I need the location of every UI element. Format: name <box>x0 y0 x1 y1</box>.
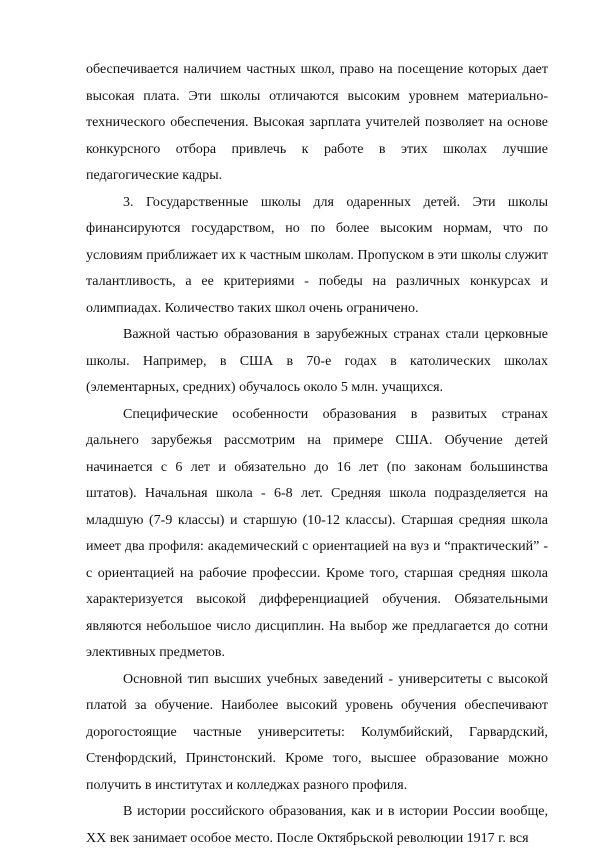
body-text <box>86 57 548 852</box>
paragraph-higher-education: Основной тип высших учебных заведений - университеты с высокой платой за обучение. Наиболее высокий уровень обучения обеспечивают дорогостоящие частные университеты: Колумбийский, Гарвардский, Стенфордский, Принстонский. Кроме того, высшее образование можно получить в институтах и колледжах разного профиля. <box>86 671 548 793</box>
paragraph-state-gifted-schools: 3. Государственные школы для одаренных детей. Эти школы финансируются государством, но по более высоким нормам, что по условиям приближает их к частным школам. Пропуском в эти школы служит талантливость, а ее критериями - победы на различных конкурсах и олимпиадах. Количество таких школ очень ограничено. <box>86 194 548 316</box>
paragraph-usa-education: Специфические особенности образования в развитых странах дальнего зарубежья рассмотрим на примере США. Обучение детей начинается с 6 лет и обязательно до 16 лет (по законам большинства штатов). Начальная школа - 6-8 лет. Средняя школа подразделяется на младшую (7-9 классы) и старшую (10-12 классы). Старшая средняя школа имеет два профиля: академический с ориентацией на вуз и “практический” - с ориентацией на рабочие профессии. Кроме того, старшая средняя школа характеризуется высокой дифференциацией обучения. Обязательными являются небольшое число дисциплин. На выбор же предлагается до сотни элективных предметов. <box>86 406 548 660</box>
paragraph-russian-education: В истории российского образования, как и в истории России вообще, XX век занимает особое место. После Октябрьской революции 1917 г. вся <box>86 804 548 846</box>
paragraph-church-schools: Важной частью образования в зарубежных странах стали церковные школы. Например, в США в 70-е годах в католических школах (элементарных, средних) обучалось около 5 млн. учащихся. <box>86 327 548 395</box>
paragraph-private-schools: обеспечивается наличием частных школ, право на посещение которых дает высокая плата. Эти школы отличаются высоким уровнем материально-технического обеспечения. Высокая зарплата учителей позволяет на основе конкурсного отбора привлечь к работе в этих школах лучшие педагогические кадры. <box>86 62 548 183</box>
